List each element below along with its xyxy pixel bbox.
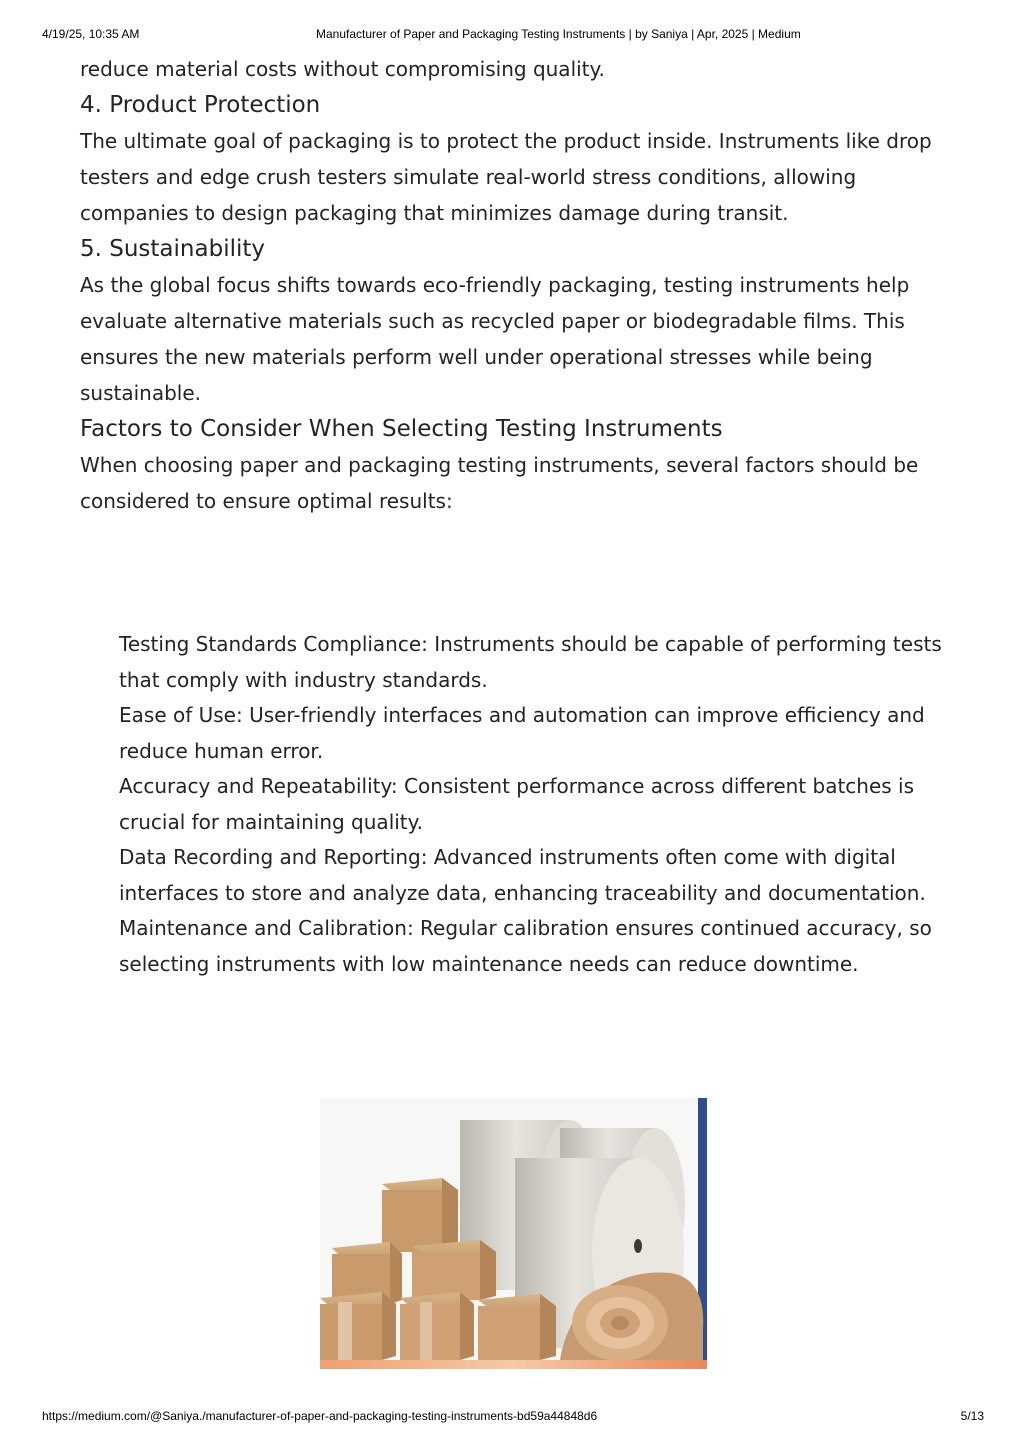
- paper-rolls-and-boxes-image: [320, 1098, 707, 1369]
- list-item-standards-compliance: Testing Standards Compliance: Instruments should be capable of performing tests that comply with industry standards.: [119, 632, 942, 692]
- paragraph-intro-tail: reduce material costs without compromising quality.: [80, 57, 605, 81]
- print-page-number: 5/13: [960, 1409, 984, 1423]
- list-item-accuracy: Accuracy and Repeatability: Consistent performance across different batches is crucial for maintaining quality.: [119, 774, 915, 834]
- article-body: [80, 51, 960, 982]
- print-footer: [0, 1409, 1024, 1427]
- list-spacer: [80, 519, 960, 627]
- print-datetime: 4/19/25, 10:35 AM: [42, 27, 140, 41]
- paragraph-factors-intro: When choosing paper and packaging testing instruments, several factors should be considered to ensure optimal results:: [80, 453, 919, 513]
- factors-list: [80, 627, 960, 982]
- print-page-title: Manufacturer of Paper and Packaging Testing Instruments | by Saniya | Apr, 2025 | Medium: [316, 27, 801, 41]
- print-url: https://medium.com/@Saniya./manufacturer-of-paper-and-packaging-testing-instruments-bd59a44848d6: [42, 1409, 598, 1423]
- heading-product-protection: 4. Product Protection: [80, 92, 321, 118]
- paragraph-product-protection: The ultimate goal of packaging is to protect the product inside. Instruments like drop testers and edge crush testers simulate real-world stress conditions, allowing companies to design packaging that minimizes damage during transit.: [80, 129, 932, 225]
- list-item-maintenance: Maintenance and Calibration: Regular calibration ensures continued accuracy, so selecting instruments with low maintenance needs can reduce downtime.: [119, 916, 932, 976]
- print-header: [0, 27, 1024, 45]
- heading-factors: Factors to Consider When Selecting Testing Instruments: [80, 416, 723, 442]
- list-item-ease-of-use: Ease of Use: User-friendly interfaces and automation can improve efficiency and reduce human error.: [119, 703, 925, 763]
- heading-sustainability: 5. Sustainability: [80, 236, 265, 262]
- list-item-data-recording: Data Recording and Reporting: Advanced instruments often come with digital interfaces to store and analyze data, enhancing traceability and documentation.: [119, 845, 926, 905]
- paragraph-sustainability: As the global focus shifts towards eco-friendly packaging, testing instruments help evaluate alternative materials such as recycled paper or biodegradable films. This ensures the new materials perform well under operational stresses while being sustainable.: [80, 273, 910, 405]
